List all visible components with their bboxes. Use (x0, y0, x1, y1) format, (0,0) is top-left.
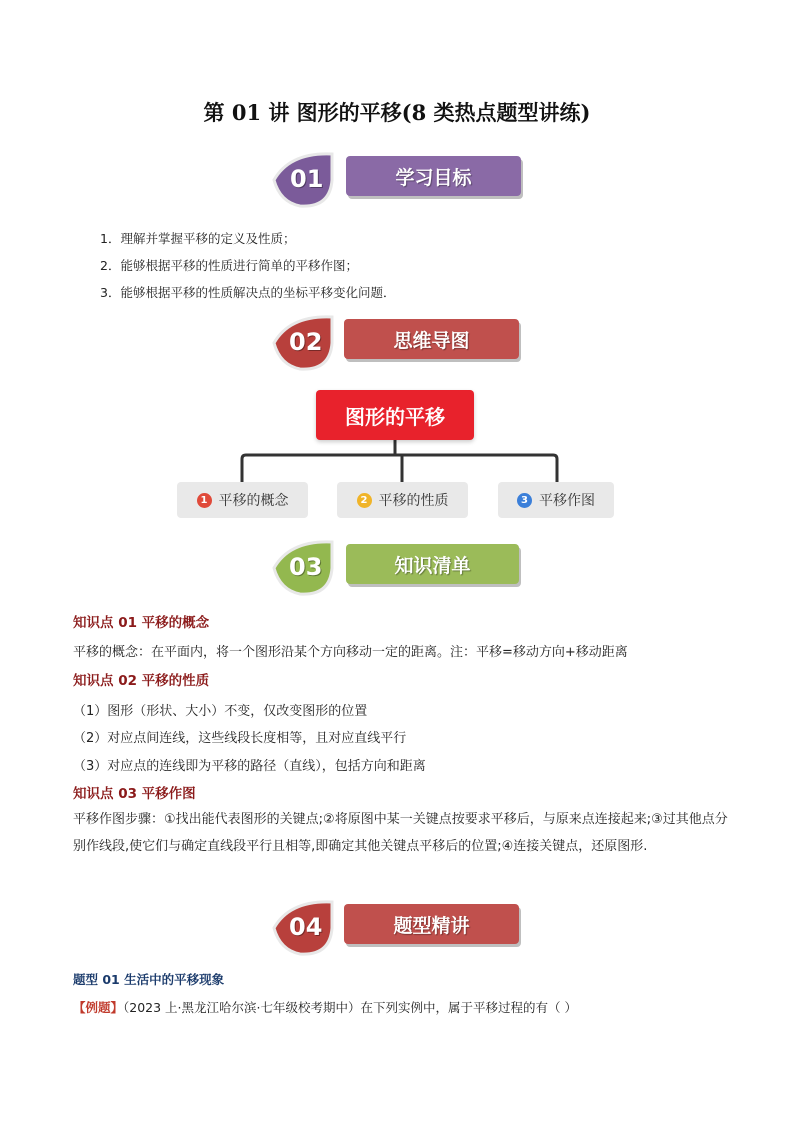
section-number-03: 03 (289, 553, 323, 581)
mindmap-node-label: 平移的概念 (218, 493, 289, 509)
knowledge-point-03-heading: 知识点 03 平移作图 (73, 786, 196, 802)
number-1-icon: 1 (197, 493, 212, 508)
knowledge-point-02-item: （2）对应点间连线，这些线段长度相等，且对应直线平行 (73, 731, 407, 746)
knowledge-point-02-item: （1）图形（形状、大小）不变，仅改变图形的位置 (73, 704, 368, 719)
question-type-heading: 题型 01 生活中的平移现象 (73, 972, 225, 987)
goal-item: 2．能够根据平移的性质进行简单的平移作图； (100, 258, 358, 273)
mindmap-node-label: 平移作图 (539, 493, 595, 509)
goal-item: 1．理解并掌握平移的定义及性质； (100, 231, 296, 246)
mindmap-node-label: 平移的性质 (378, 493, 449, 509)
section-number-02: 02 (289, 328, 323, 356)
page-title: 第 01 讲 图形的平移(8 类热点题型讲练) (203, 100, 591, 125)
example-text: （2023 上·黑龙江哈尔滨·七年级校考期中）在下列实例中，属于平移过程的有（ ） (123, 1000, 577, 1015)
mindmap-node-drawing (498, 482, 614, 518)
knowledge-point-03-text: 平移作图步骤：①找出能代表图形的关键点;②将原图中某一关键点按要求平移后，与原来点连接起来;③过其他点分别作线段,使它们与确定直线段平行且相等,即确定其他关键点平移后的位置;④连接关键点，还原图形. (73, 812, 728, 854)
example-question (73, 998, 577, 1016)
section-banner-mind-map: 思维导图 (344, 319, 519, 359)
section-banner-question-types: 题型精讲 (344, 904, 519, 944)
knowledge-point-01-heading: 知识点 01 平移的概念 (73, 615, 210, 631)
goal-item: 3．能够根据平移的性质解决点的坐标平移变化问题． (100, 285, 396, 300)
section-banner-knowledge-list: 知识清单 (346, 544, 519, 584)
example-tag: 【例题】 (73, 1000, 124, 1015)
number-2-icon: 2 (357, 493, 372, 508)
knowledge-point-02-item: （3）对应点的连线即为平移的路径（直线），包括方向和距离 (73, 759, 426, 774)
section-number-04: 04 (289, 913, 323, 941)
section-banner-learning-goals: 学习目标 (346, 156, 521, 196)
knowledge-point-02-heading: 知识点 02 平移的性质 (73, 673, 210, 689)
mindmap-node-properties (337, 482, 468, 518)
knowledge-point-01-text: 平移的概念：在平面内，将一个图形沿某个方向移动一定的距离。注：平移=移动方向+移动距离 (73, 645, 628, 660)
mindmap-node-concept (177, 482, 308, 518)
section-number-01: 01 (290, 165, 324, 193)
number-3-icon: 3 (517, 493, 532, 508)
mindmap-root: 图形的平移 (316, 390, 474, 440)
